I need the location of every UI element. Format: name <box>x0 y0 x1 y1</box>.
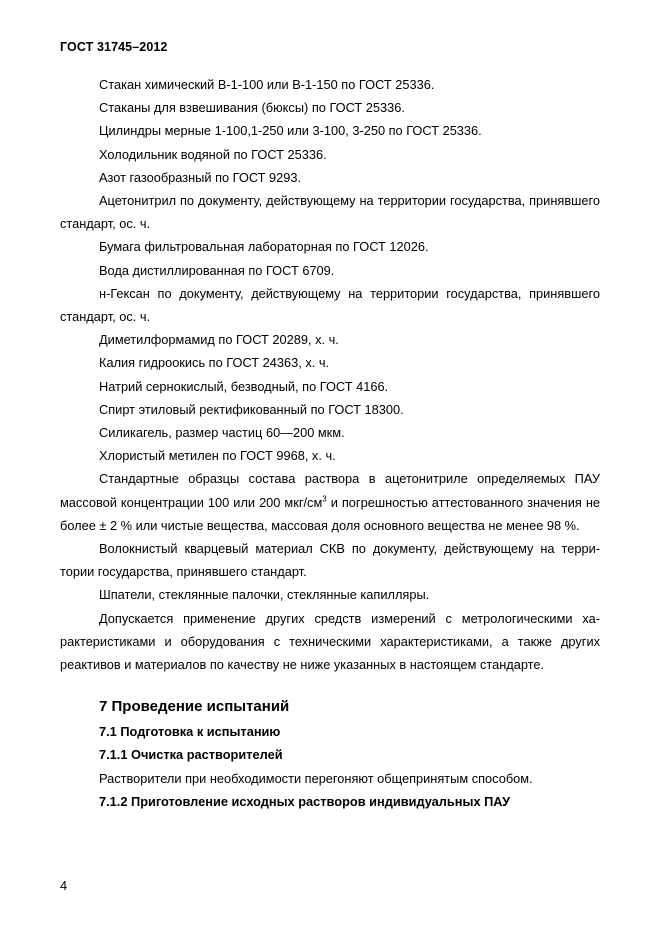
list-item: Стакан химический В-1-100 или В-1-150 по ГОСТ 25336. <box>99 77 435 92</box>
list-item: Бумага фильтровальная лабораторная по ГОСТ 12026. <box>99 239 429 255</box>
list-item: Стаканы для взвешивания (бюксы) по ГОСТ 25336. <box>99 100 405 116</box>
subsection-title: 7.1.1 Очистка растворителей <box>99 747 283 763</box>
standard-samples-paragraph <box>60 467 600 537</box>
list-item: Диметилформамид по ГОСТ 20289, х. ч. <box>99 332 339 348</box>
list-item: Цилиндры мерные 1-100,1-250 или 3-100, 3-250 по ГОСТ 25336. <box>99 123 482 139</box>
list-item: Вода дистиллированная по ГОСТ 6709. <box>99 262 335 278</box>
document-code-header: ГОСТ 31745–2012 <box>60 40 168 54</box>
list-item: Шпатели, стеклянные палочки, стеклянные капилляры. <box>99 587 430 603</box>
standards-text-start: Стандартные образцы состава раствора в ацетонитриле определяемых ПАУ массовой концентрации 100 или 200 мкг/см <box>60 471 600 510</box>
list-item: Калия гидроокись по ГОСТ 24363, х. ч. <box>99 355 330 371</box>
list-item: Спирт этиловый ректификованный по ГОСТ 18300. <box>99 401 404 417</box>
page-number: 4 <box>60 878 68 893</box>
unit-superscript: 3 <box>322 494 327 504</box>
list-item: Силикагель, размер частиц 60—200 мкм. <box>99 425 345 441</box>
subsection-title: 7.1.2 Приготовление исходных растворов индивидуальных ПАУ <box>99 793 511 809</box>
allowance-paragraph: Допускается применение других средств измерений с метрологическими характеристиками и оборудования с техническими характеристиками, а также других реактивов и материалов по качеству не ниже указанных в настоящем стандарте. <box>60 610 600 673</box>
list-item: Холодильник водяной по ГОСТ 25336. <box>99 146 327 162</box>
paragraph: Растворители при необходимости перегоняют общепринятым способом. <box>99 770 533 786</box>
document-body <box>60 73 600 813</box>
list-item: Хлористый метилен по ГОСТ 9968, х. ч. <box>99 448 336 464</box>
standards-text-end: и погрешностью аттестованного значения не более ± 2 % или чистые вещества, массовая доля основного вещества не менее 98 %. <box>60 494 600 533</box>
list-item: Ацетонитрил по документу, действующему на территории государства, принявшего стандарт, ос. ч. <box>60 193 600 232</box>
list-item: Натрий сернокислый, безводный, по ГОСТ 4166. <box>99 378 389 394</box>
list-item: Азот газообразный по ГОСТ 9293. <box>99 169 302 185</box>
subsection-title: 7.1 Подготовка к испытанию <box>99 724 281 740</box>
list-item: н-Гексан по документу, действующему на территории государства, принявшего стандарт, ос. ч. <box>60 285 600 325</box>
section-title: 7 Проведение испытаний <box>99 698 290 716</box>
list-item: Волокнистый кварцевый материал СКВ по документу, действующему на территории государства, принявшего стандарт. <box>60 541 600 580</box>
